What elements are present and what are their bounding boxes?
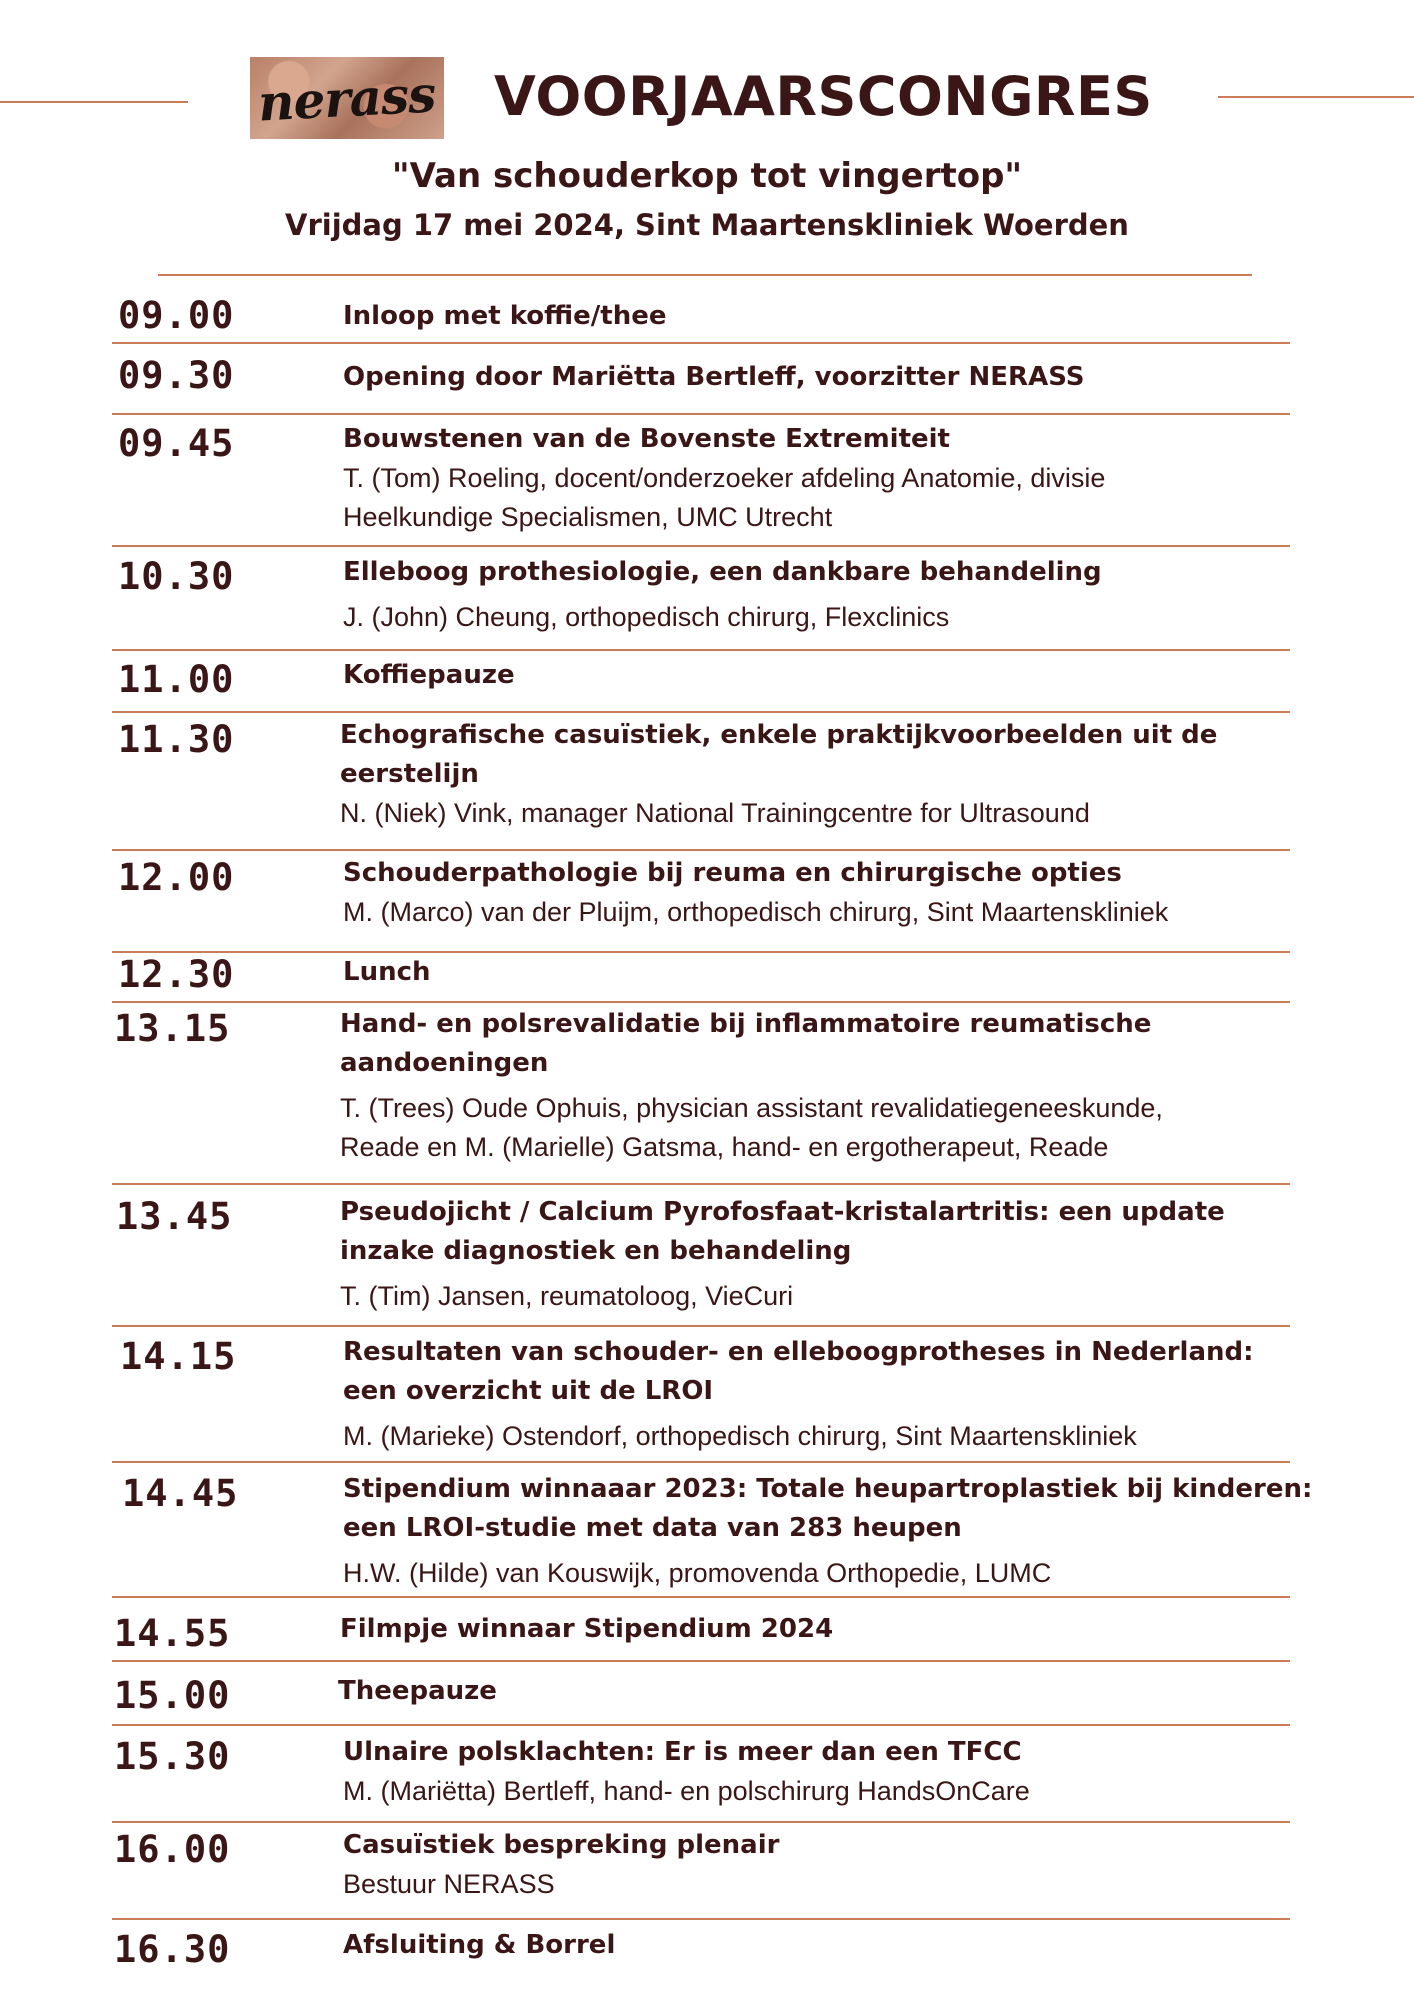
speaker-line: T. (Tim) Jansen, reumatoloog, VieCuri [340, 1281, 794, 1311]
session-content [343, 854, 1288, 932]
session-topic: Elleboog prothesiologie, een dankbare behandeling [343, 557, 1102, 587]
session-topic: Echografische casuïstiek, enkele praktijkvoorbeelden uit de [340, 720, 1218, 750]
session-topic: Resultaten van schouder- en elleboogprotheses in Nederland: [343, 1337, 1254, 1367]
time-label: 10.30 [118, 555, 235, 598]
program-row [112, 1005, 1290, 1185]
time-label: 14.55 [114, 1612, 231, 1655]
speaker-line: Reade en M. (Marielle) Gatsma, hand- en ergotherapeut, Reade [340, 1132, 1109, 1162]
session-topic: Opening door Mariëtta Bertleff, voorzitter NERASS [343, 362, 1085, 392]
session-content [343, 1826, 1288, 1904]
speaker-line: T. (Tom) Roeling, docent/onderzoeker afdeling Anatomie, divisie [343, 463, 1106, 493]
speaker-line: M. (Marieke) Ostendorf, orthopedisch chirurg, Sint Maartenskliniek [343, 1421, 1137, 1451]
time-label: 11.30 [118, 718, 235, 761]
session-topic: Ulnaire polsklachten: Er is meer dan een TFCC [343, 1737, 1022, 1767]
session-topic: Pseudojicht / Calcium Pyrofosfaat-kristalartritis: een update [340, 1197, 1225, 1227]
program-row [112, 951, 1290, 1003]
session-content [343, 358, 1288, 397]
session-content [340, 1005, 1285, 1167]
time-label: 15.30 [114, 1735, 231, 1778]
speaker-line: M. (Mariëtta) Bertleff, hand- en polschirurg HandsOnCare [343, 1776, 1030, 1806]
session-content [343, 1470, 1313, 1593]
session-topic: Bouwstenen van de Bovenste Extremiteit [343, 424, 950, 454]
session-topic: Hand- en polsrevalidatie bij inflammatoire reumatische [340, 1009, 1152, 1039]
session-content [343, 420, 1288, 537]
session-content [343, 656, 1288, 695]
program-row [112, 656, 1290, 713]
time-label: 13.15 [114, 1007, 231, 1050]
program-row [112, 1333, 1290, 1463]
time-label: 09.00 [118, 294, 235, 337]
program-row [112, 420, 1290, 547]
time-label: 15.00 [114, 1674, 231, 1717]
date-location: Vrijdag 17 mei 2024, Sint Maartenskliniek Woerden [285, 208, 1129, 242]
session-topic: Schouderpathologie bij reuma en chirurgische opties [343, 858, 1122, 888]
session-topic: inzake diagnostiek en behandeling [340, 1236, 852, 1266]
session-topic: Filmpje winnaar Stipendium 2024 [340, 1614, 834, 1644]
session-content [343, 553, 1288, 637]
time-label: 09.30 [118, 354, 235, 397]
program-row [112, 1826, 1290, 1920]
program-row [112, 1610, 1290, 1662]
session-topic: Casuïstiek bespreking plenair [343, 1830, 780, 1860]
time-label: 09.45 [118, 422, 235, 465]
session-content [343, 1333, 1288, 1456]
time-label: 12.00 [118, 856, 235, 899]
speaker-line: Heelkundige Specialismen, UMC Utrecht [343, 502, 833, 532]
session-topic: Stipendium winnaaar 2023: Totale heupartroplastiek bij kinderen: [343, 1474, 1313, 1504]
speaker-line: T. (Trees) Oude Ophuis, physician assistant revalidatiegeneeskunde, [340, 1093, 1163, 1123]
session-topic: Inloop met koffie/thee [343, 301, 667, 331]
decorative-line-left [0, 101, 188, 103]
time-label: 14.45 [122, 1472, 239, 1515]
session-content [340, 716, 1285, 833]
program-row [112, 553, 1290, 651]
session-topic: een LROI-studie met data van 283 heupen [343, 1513, 962, 1543]
header-divider [158, 274, 1252, 276]
program-row [112, 716, 1290, 851]
program-row [112, 352, 1290, 415]
time-label: 13.45 [116, 1195, 233, 1238]
program-row [112, 1926, 1290, 1978]
session-topic: Koffiepauze [343, 660, 515, 690]
logo-text: nerass [256, 63, 438, 133]
session-content [340, 1193, 1285, 1316]
program-row [112, 1733, 1290, 1823]
session-topic: aandoeningen [340, 1048, 549, 1078]
session-topic: een overzicht uit de LROI [343, 1376, 714, 1406]
session-content [338, 1672, 1283, 1711]
session-content [343, 297, 1288, 336]
speaker-line: M. (Marco) van der Pluijm, orthopedisch chirurg, Sint Maartenskliniek [343, 897, 1169, 927]
session-content [343, 953, 1288, 992]
session-content [343, 1733, 1288, 1811]
decorative-line-right [1218, 96, 1414, 98]
page-title: VOORJAARSCONGRES [494, 65, 1153, 128]
program-row [112, 854, 1290, 953]
speaker-line: Bestuur NERASS [343, 1869, 555, 1899]
program-row [112, 292, 1290, 344]
program-row [112, 1193, 1290, 1327]
speaker-line: J. (John) Cheung, orthopedisch chirurg, Flexclinics [343, 602, 950, 632]
program-row [112, 1470, 1313, 1598]
session-topic: Theepauze [338, 1676, 497, 1706]
time-label: 16.30 [114, 1928, 231, 1971]
session-content [343, 1926, 1288, 1965]
program-row [112, 1672, 1290, 1726]
speaker-line: N. (Niek) Vink, manager National Trainingcentre for Ultrasound [340, 798, 1090, 828]
nerass-logo [250, 57, 444, 139]
session-content [340, 1610, 1285, 1649]
speaker-line: H.W. (Hilde) van Kouswijk, promovenda Orthopedie, LUMC [343, 1558, 1052, 1588]
session-topic: eerstelijn [340, 759, 479, 789]
session-topic: Lunch [343, 957, 431, 987]
session-topic: Afsluiting & Borrel [343, 1930, 616, 1960]
time-label: 12.30 [118, 953, 235, 996]
time-label: 11.00 [118, 658, 235, 701]
congress-subtitle: "Van schouderkop tot vingertop" [391, 156, 1023, 196]
time-label: 16.00 [114, 1828, 231, 1871]
time-label: 14.15 [120, 1335, 237, 1378]
